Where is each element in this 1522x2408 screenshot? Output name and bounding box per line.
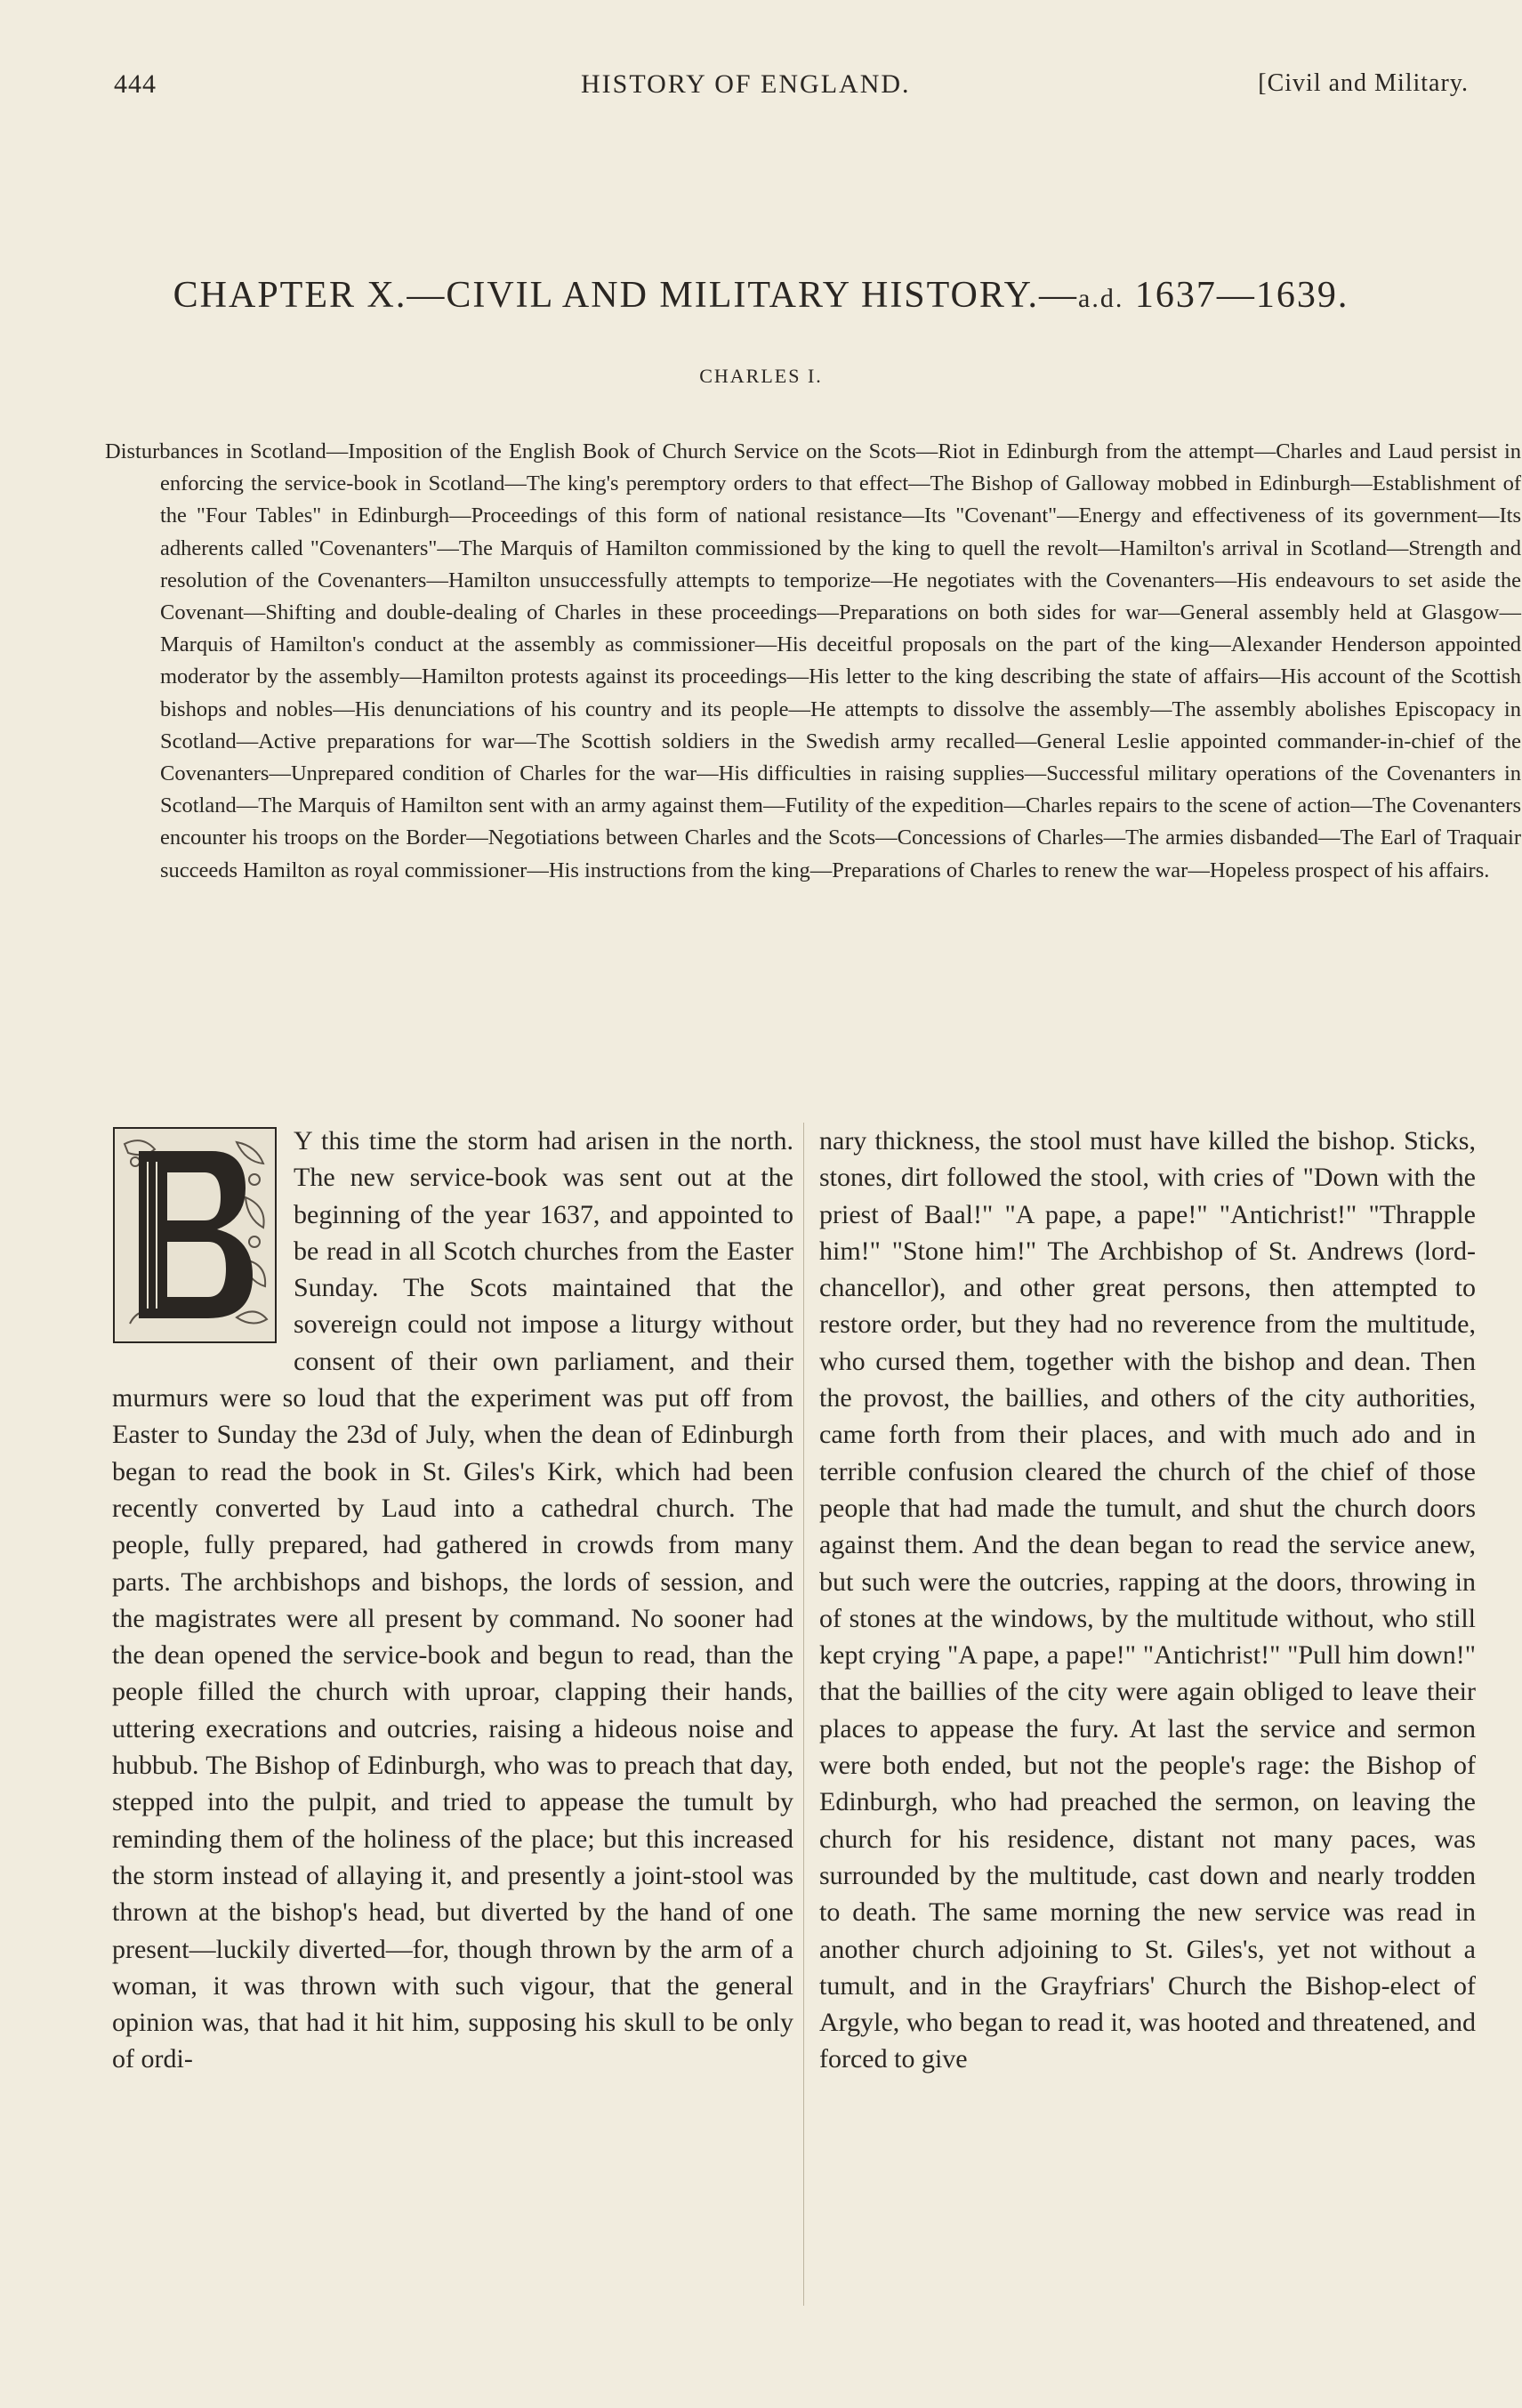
chapter-years: 1637—1639. [1134, 275, 1349, 316]
column-divider [803, 1123, 804, 2306]
running-title: HISTORY OF ENGLAND. [581, 69, 911, 99]
chapter-era: a.d. [1078, 284, 1124, 313]
right-column [819, 1123, 1476, 2078]
chapter-title [0, 274, 1522, 317]
section-label: [Civil and Military. [1258, 69, 1469, 97]
left-column-text: Y this time the storm had arisen in the north. The new service-book was sent out at the beginning of the year 1637, and appointed to be read in all Scotch churches from the Easter Sunday. The Scots maintained that the sovereign could not impose a liturgy without consent of their own parliament, and their murmurs were so loud that the experiment was put off from Easter to Sunday the 23d of July, when the dean of Edinburgh began to read the book in St. Giles's Kirk, which had been recently converted by Laud into a cathedral church. The people, fully prepared, had gathered in crowds from many parts. The archbishops and bishops, the lords of session, and the magistrates were all present by command. No sooner had the dean opened the service-book and begun to read, than the people filled the church with uproar, clapping their hands, uttering execrations and outcries, raising a hideous noise and hubbub. The Bishop of Edinburgh, who was to preach that day, stepped into the pulpit, and tried to appease the tumult by reminding them of the holiness of the place; but this increased the storm instead of allaying it, and presently a joint-stool was thrown at the bishop's head, but diverted by the hand of one present—luckily diverted—for, though thrown by the arm of a woman, it was thrown with such vigour, that the general opinion was, that had it hit him, supposing his skull to be only of ordi- [112, 1126, 793, 2074]
ornamental-initial-b-icon [112, 1126, 278, 1344]
chapter-title-text: CHAPTER X.—CIVIL AND MILITARY HISTORY.— [173, 275, 1079, 316]
ornamental-initial [112, 1126, 278, 1344]
left-column [112, 1123, 793, 2078]
running-head [114, 69, 1469, 114]
right-column-text: nary thickness, the stool must have killed the bishop. Sticks, stones, dirt followed the stool, with cries of "Down with the priest of Baal!" "A pape, a pape!" "Antichrist!" "Thrapple him!" "Stone him!" The Archbishop of St. Andrews (lord-chancellor), and other great persons, then attempted to restore order, but they had no reverence from the multitude, who cursed them, together with the bishop and dean. Then the provost, the baillies, and others of the city authorities, came forth from their places, and with much ado and in terrible confusion cleared the church of the chief of those people that had made the tumult, and shut the church doors against them. And the dean began to read the service anew, but such were the outcries, rapping at the doors, throwing in of stones at the windows, by the multitude without, who still kept crying "A pape, a pape!" "Antichrist!" "Pull him down!" that the baillies of the city were again obliged to leave their places to appease the fury. At last the service and sermon were both ended, but not the people's rage: the Bishop of Edinburgh, who had preached the sermon, on leaving the church for his residence, distant not many paces, was surrounded by the multitude, cast down and nearly trodden to death. The same morning the new service was read in another church adjoining to St. Giles's, yet not without a tumult, and in the Grayfriars' Church the Bishop-elect of Argyle, who began to read it, was hooted and threatened, and forced to give [819, 1126, 1476, 2074]
page-number: 444 [114, 69, 157, 99]
chapter-synopsis: Disturbances in Scotland—Imposition of the English Book of Church Service on the Scots—Riot in Edinburgh from the attempt—Charles and Laud persist in enforcing the service-book in Scotland—The king's peremptory orders to that effect—The Bishop of Galloway mobbed in Edinburgh—Establishment of the "Four Tables" in Edinburgh—Proceedings of this form of national resistance—Its "Covenant"—Energy and effectiveness of its government—Its adherents called "Covenanters"—The Marquis of Hamilton commissioned by the king to quell the revolt—Hamilton's arrival in Scotland—Strength and resolution of the Covenanters—Hamilton unsuccessfully attempts to temporize—He negotiates with the Covenanters—His endeavours to set aside the Covenant—Shifting and double-dealing of Charles in these proceedings—Preparations on both sides for war—General assembly held at Glasgow—Marquis of Hamilton's conduct at the assembly as commissioner—His deceitful proposals on the part of the king—Alexander Henderson appointed moderator by the assembly—Hamilton protests against its proceedings—His letter to the king describing the state of affairs—His account of the Scottish bishops and nobles—His denunciations of his country and its people—He attempts to dissolve the assembly—The assembly abolishes Episcopacy in Scotland—Active preparations for war—The Scottish soldiers in the Swedish army recalled—General Leslie appointed commander-in-chief of the Covenanters—Unprepared condition of Charles for the war—His difficulties in raising supplies—Successful military operations of the Covenanters in Scotland—The Marquis of Hamilton sent with an army against them—Futility of the expedition—Charles repairs to the scene of action—The Covenanters encounter his troops on the Border—Negotiations between Charles and the Scots—Concessions of Charles—The armies disbanded—The Earl of Traquair succeeds Hamilton as royal commissioner—His instructions from the king—Preparations of Charles to renew the war—Hopeless prospect of his affairs. [105, 439, 1521, 882]
reign-subtitle: CHARLES I. [699, 365, 823, 387]
